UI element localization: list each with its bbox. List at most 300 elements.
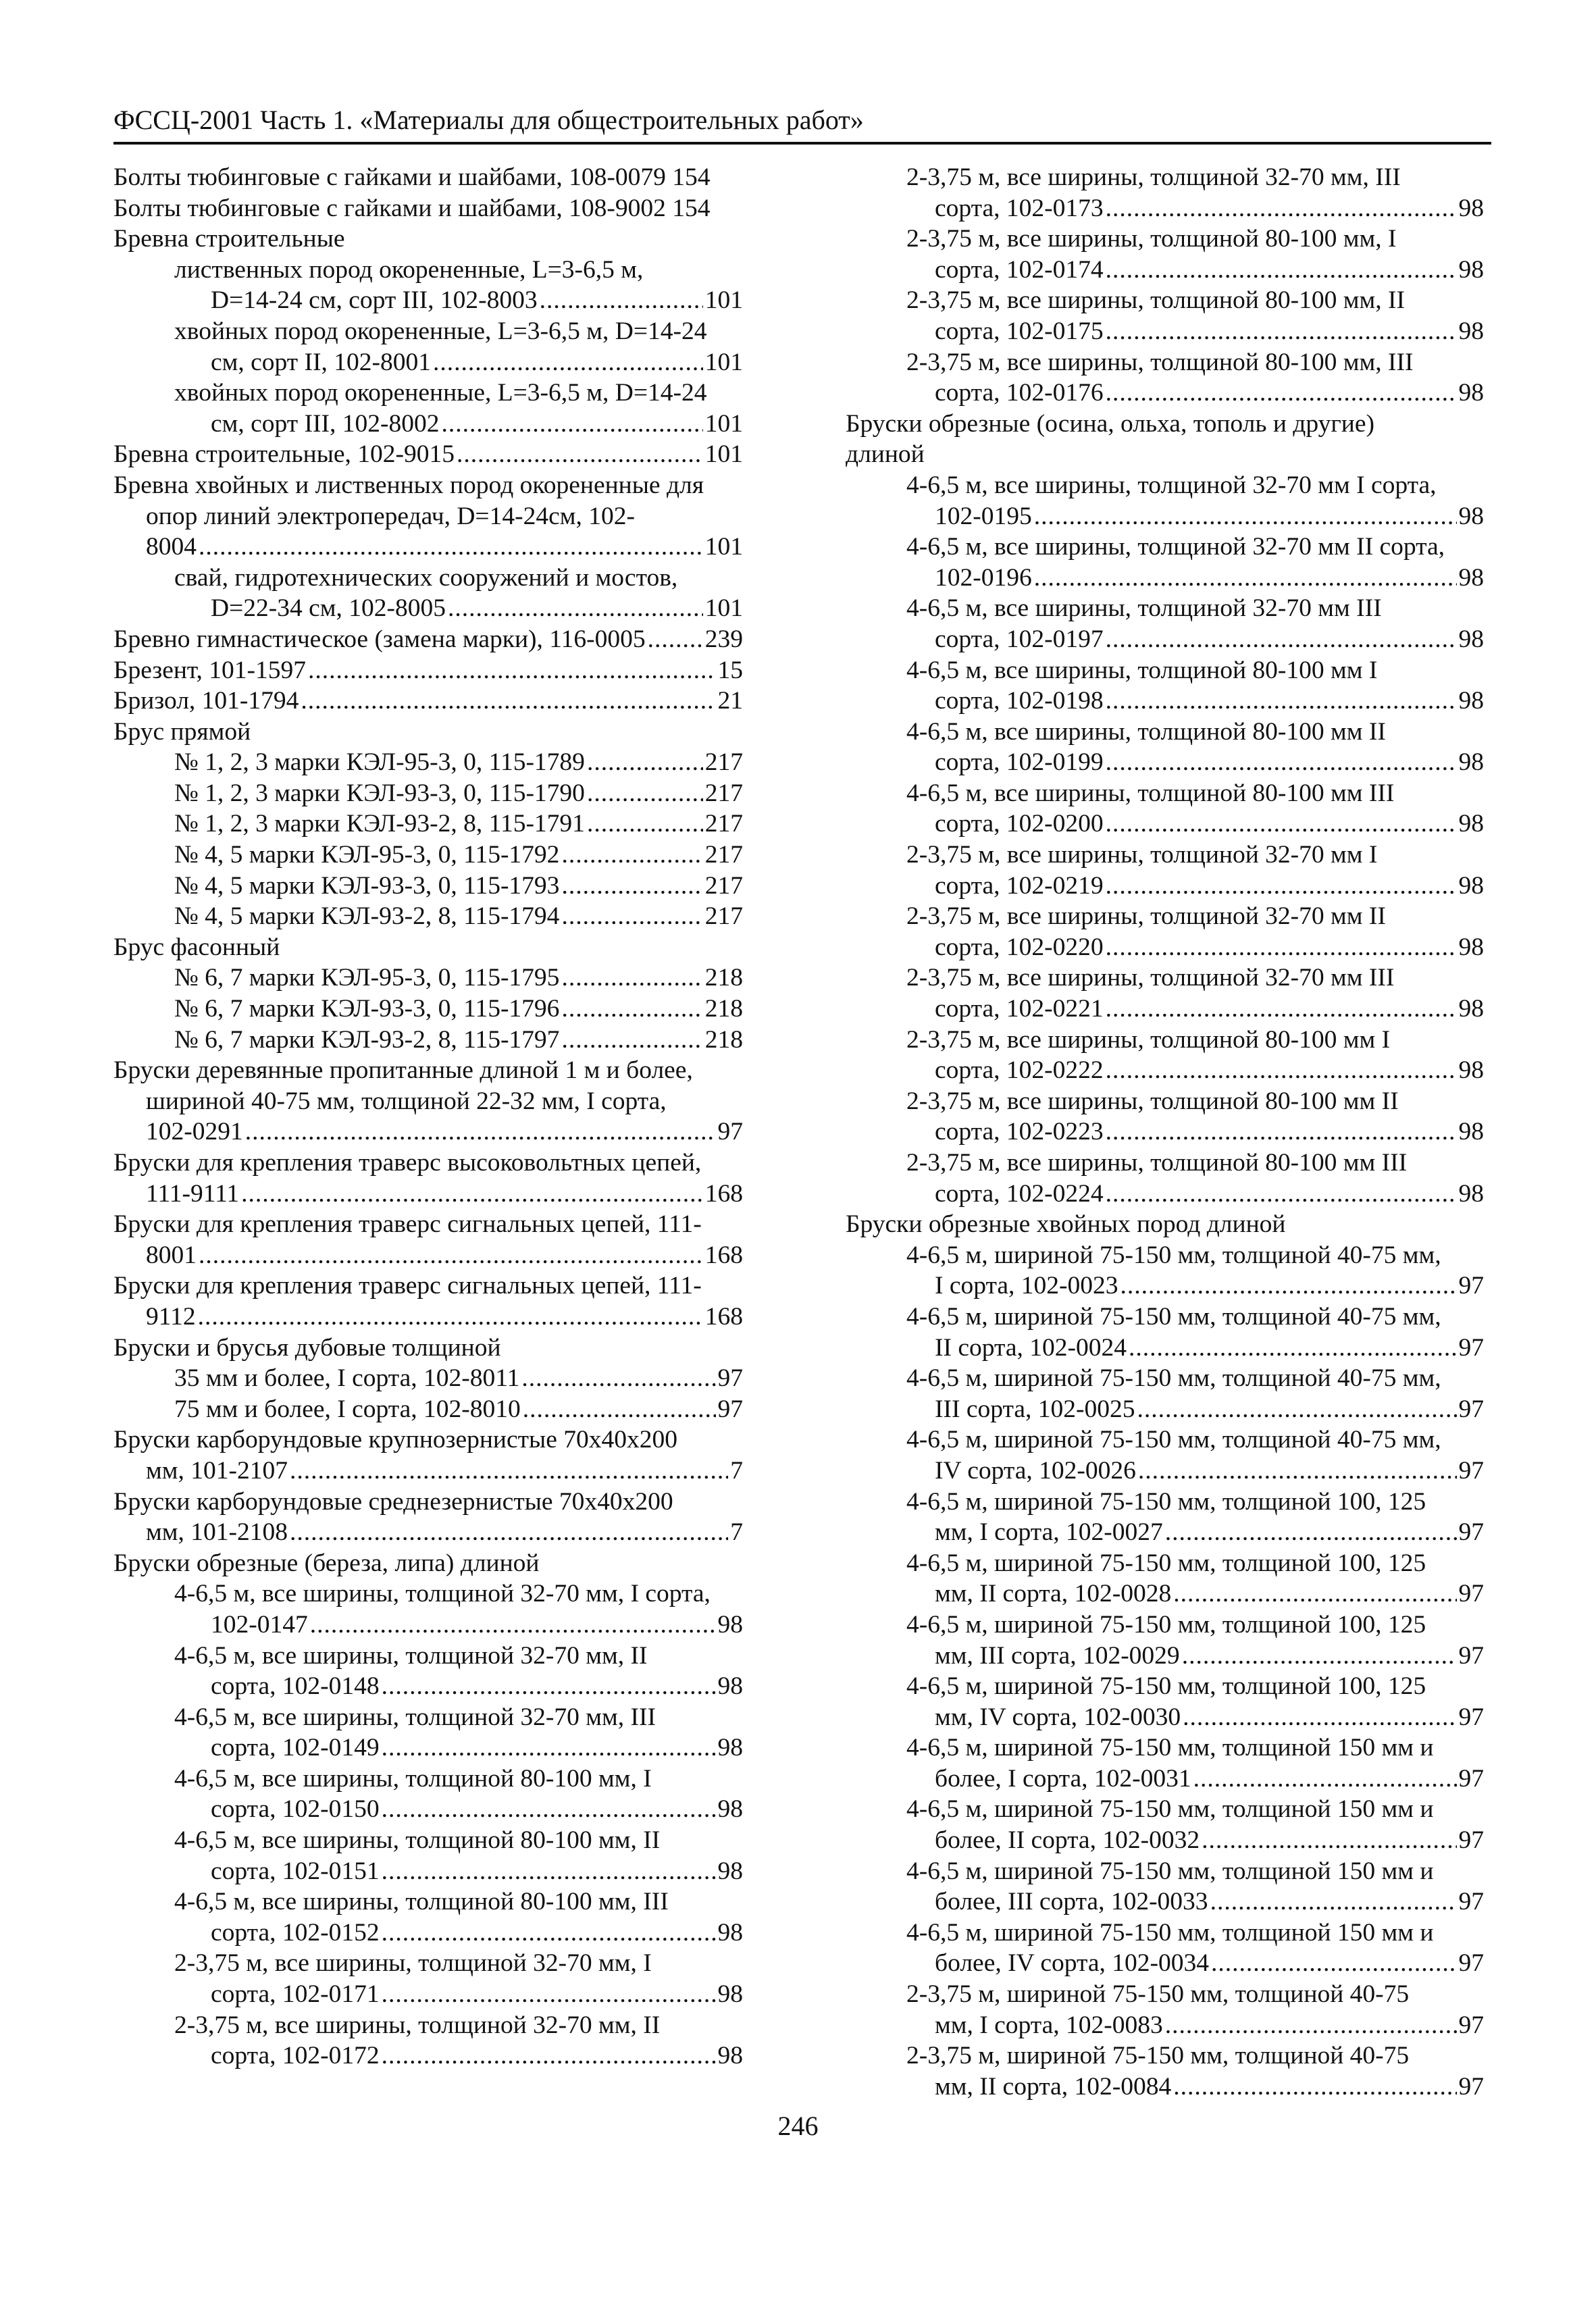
index-entry-line xyxy=(846,2040,1484,2072)
index-entry-line xyxy=(846,1424,1484,1456)
index-entry-line xyxy=(113,1641,743,1672)
index-entry-line xyxy=(113,501,743,532)
entry-text: длиной xyxy=(846,440,925,469)
page-reference: 98 xyxy=(717,1610,743,1639)
index-entry-line xyxy=(846,808,1484,840)
dot-leader xyxy=(199,532,703,563)
entry-text: Бревна хвойных и лиственных пород окорененные для xyxy=(113,471,704,499)
entry-text: 4-6,5 м, шириной 75-150 мм, толщиной 100, 125 xyxy=(906,1549,1426,1577)
entry-text: № 4, 5 марки КЭЛ-95-3, 0, 115-1792 xyxy=(174,841,560,869)
entry-text: сорта, 102-0224 xyxy=(935,1179,1104,1208)
entry-text: 2-3,75 м, все ширины, толщиной 32-70 мм, I xyxy=(174,1949,652,1978)
page-reference: 217 xyxy=(704,810,743,838)
page-reference: 101 xyxy=(704,533,743,561)
index-entry-line xyxy=(846,1363,1484,1394)
index-entry-line xyxy=(846,1240,1484,1271)
page-reference: 101 xyxy=(704,348,743,376)
entry-text: 2-3,75 м, шириной 75-150 мм, толщиной 40-75 xyxy=(906,1980,1410,2009)
page-reference: 98 xyxy=(1458,1179,1484,1208)
index-entry-line xyxy=(846,224,1484,255)
index-entry-line xyxy=(846,347,1484,378)
running-header: ФССЦ-2001 Часть 1. «Материалы для общестроительных работ» xyxy=(113,100,1491,145)
page-reference: 98 xyxy=(1458,748,1484,777)
entry-text: № 1, 2, 3 марки КЭЛ-93-3, 0, 115-1790 xyxy=(174,779,585,807)
entry-text: 2-3,75 м, все ширины, толщиной 80-100 мм I xyxy=(906,1025,1391,1054)
entry-text: сорта, 102-0222 xyxy=(935,1056,1104,1085)
entry-text: см, сорт III, 102-8002 xyxy=(211,409,440,438)
page-reference: 98 xyxy=(717,1857,743,1885)
entry-text: сорта, 102-0221 xyxy=(935,995,1104,1023)
entry-text: 4-6,5 м, шириной 75-150 мм, толщиной 150 мм и xyxy=(906,1734,1434,1762)
index-entry-line xyxy=(113,162,743,193)
dot-leader xyxy=(1106,1055,1457,1086)
page-reference: 97 xyxy=(717,1364,743,1393)
index-entry-line xyxy=(846,1548,1484,1579)
page-reference: 217 xyxy=(704,779,743,807)
index-entry-line xyxy=(113,1764,743,1795)
index-entry-line xyxy=(846,686,1484,717)
page-reference: 218 xyxy=(704,995,743,1023)
index-entry-line xyxy=(846,563,1484,594)
index-entry-line xyxy=(113,1363,743,1394)
dot-leader xyxy=(1034,563,1457,594)
entry-text: Бруски обрезные хвойных пород длиной xyxy=(846,1210,1286,1239)
index-entry-line xyxy=(846,871,1484,902)
index-column-left xyxy=(113,162,743,2072)
index-column-right xyxy=(846,162,1484,2102)
index-entry-line xyxy=(113,1825,743,1856)
entry-text: Бруски и брусья дубовые толщиной xyxy=(113,1333,501,1362)
index-entry-line xyxy=(113,686,743,717)
entry-text: сорта, 102-0151 xyxy=(211,1857,380,1885)
entry-text: сорта, 102-0171 xyxy=(211,1980,380,2009)
index-entry-line xyxy=(846,747,1484,778)
index-entry-line xyxy=(113,1148,743,1179)
dot-leader xyxy=(1034,501,1457,532)
dot-leader xyxy=(198,1302,703,1333)
page-reference: 98 xyxy=(1458,995,1484,1023)
index-entry-line xyxy=(846,1302,1484,1333)
index-entry-line xyxy=(113,1610,743,1641)
page-reference: 7 xyxy=(730,1518,743,1547)
entry-text: мм, 101-2108 xyxy=(146,1518,288,1547)
index-entry-line xyxy=(113,1979,743,2010)
entry-text: Болты тюбинговые с гайками и шайбами, 108-9002 154 xyxy=(113,194,711,222)
dot-leader xyxy=(521,1363,715,1394)
entry-text: 2-3,75 м, все ширины, толщиной 32-70 мм III xyxy=(906,964,1395,992)
page-reference: 218 xyxy=(704,964,743,992)
page-reference: 97 xyxy=(1458,2072,1484,2101)
dot-leader xyxy=(1165,1517,1457,1548)
entry-text: 4-6,5 м, все ширины, толщиной 80-100 мм I xyxy=(906,656,1378,684)
index-entry-line xyxy=(113,1548,743,1579)
entry-text: Бревно гимнастическое (замена марки), 116-0005 xyxy=(113,625,646,653)
entry-text: Бруски обрезные (осина, ольха, тополь и другие) xyxy=(846,409,1374,438)
index-entry-line xyxy=(846,1394,1484,1425)
index-entry-line xyxy=(113,1209,743,1240)
page-reference: 97 xyxy=(1458,1456,1484,1485)
entry-text: более, II сорта, 102-0032 xyxy=(935,1826,1200,1855)
index-entry-line xyxy=(846,1671,1484,1702)
page-reference: 98 xyxy=(717,1918,743,1947)
entry-text: 2-3,75 м, все ширины, толщиной 32-70 мм, III xyxy=(906,163,1401,191)
dot-leader xyxy=(540,285,703,316)
page-reference: 168 xyxy=(704,1302,743,1331)
entry-text: хвойных пород окорененные, L=3-6,5 м, D=14-24 xyxy=(174,379,707,407)
index-entry-line xyxy=(846,1764,1484,1795)
page-reference: 97 xyxy=(1458,1272,1484,1300)
page-reference: 98 xyxy=(717,1980,743,2009)
index-entry-line xyxy=(113,901,743,932)
page-reference: 97 xyxy=(1458,1826,1484,1855)
index-entry-line xyxy=(846,1979,1484,2010)
page-reference: 98 xyxy=(1458,933,1484,961)
index-entry-line xyxy=(113,2010,743,2041)
entry-text: сорта, 102-0148 xyxy=(211,1672,380,1701)
entry-text: 4-6,5 м, шириной 75-150 мм, толщиной 100, 125 xyxy=(906,1487,1426,1516)
dot-leader xyxy=(382,1671,716,1702)
entry-text: 8004 xyxy=(146,533,197,561)
entry-text: мм, I сорта, 102-0027 xyxy=(935,1518,1163,1547)
dot-leader xyxy=(433,347,703,378)
dot-leader xyxy=(561,840,702,871)
index-entry-line xyxy=(113,347,743,378)
page-reference: 97 xyxy=(1458,1333,1484,1362)
index-entry-line xyxy=(113,962,743,994)
index-entry-line xyxy=(113,1487,743,1518)
dot-leader xyxy=(1121,1270,1457,1302)
page-reference: 97 xyxy=(1458,1764,1484,1793)
entry-text: мм, IV сорта, 102-0030 xyxy=(935,1703,1181,1731)
entry-text: сорта, 102-0176 xyxy=(935,379,1104,407)
index-entry-line xyxy=(846,624,1484,655)
entry-text: сорта, 102-0149 xyxy=(211,1734,380,1762)
page-reference: 97 xyxy=(1458,2011,1484,2039)
index-entry-line xyxy=(113,470,743,501)
entry-text: Брус прямой xyxy=(113,717,251,746)
entry-text: 102-0196 xyxy=(935,563,1032,592)
page-reference: 98 xyxy=(1458,379,1484,407)
entry-text: сорта, 102-0174 xyxy=(935,255,1104,284)
entry-text: 9112 xyxy=(146,1302,196,1331)
entry-text: № 1, 2, 3 марки КЭЛ-95-3, 0, 115-1789 xyxy=(174,748,585,777)
index-entry-line xyxy=(846,2010,1484,2041)
page-reference: 98 xyxy=(1458,255,1484,284)
page-reference: 101 xyxy=(704,440,743,469)
entry-text: лиственных пород окорененные, L=3-6,5 м, xyxy=(174,255,644,284)
dot-leader xyxy=(1106,871,1457,902)
page-reference: 97 xyxy=(717,1395,743,1423)
page-reference: 97 xyxy=(1458,1580,1484,1608)
entry-text: 4-6,5 м, шириной 75-150 мм, толщиной 150 мм и xyxy=(906,1795,1434,1824)
index-entry-line xyxy=(113,1886,743,1918)
index-entry-line xyxy=(846,1702,1484,1733)
dot-leader xyxy=(310,1610,716,1641)
dot-leader xyxy=(382,1918,716,1949)
dot-leader xyxy=(245,1116,716,1148)
entry-text: II сорта, 102-0024 xyxy=(935,1333,1127,1362)
entry-text: более, IV сорта, 102-0034 xyxy=(935,1949,1209,1978)
dot-leader xyxy=(448,593,703,624)
dot-leader xyxy=(1106,994,1457,1025)
entry-text: III сорта, 102-0025 xyxy=(935,1395,1135,1423)
index-entry-line xyxy=(846,717,1484,748)
entry-text: 102-0291 xyxy=(146,1118,243,1146)
dot-leader xyxy=(1106,316,1457,347)
page-reference: 98 xyxy=(717,1734,743,1762)
dot-leader xyxy=(561,901,702,932)
entry-text: № 4, 5 марки КЭЛ-93-2, 8, 115-1794 xyxy=(174,902,560,931)
index-entry-line xyxy=(113,1702,743,1733)
index-entry-line xyxy=(846,532,1484,563)
entry-text: 4-6,5 м, все ширины, толщиной 32-70 мм, III xyxy=(174,1703,656,1731)
page-number: 246 xyxy=(777,2111,819,2141)
entry-text: мм, I сорта, 102-0083 xyxy=(935,2011,1163,2039)
index-entry-line xyxy=(846,1948,1484,1979)
page-reference: 218 xyxy=(704,1025,743,1054)
index-entry-line xyxy=(846,1641,1484,1672)
dot-leader xyxy=(1129,1333,1457,1364)
dot-leader xyxy=(1106,193,1457,224)
index-entry-line xyxy=(113,1456,743,1487)
index-entry-line xyxy=(113,1055,743,1086)
index-entry-line xyxy=(113,1270,743,1302)
dot-leader xyxy=(1106,378,1457,409)
entry-text: сорта, 102-0197 xyxy=(935,625,1104,653)
entry-text: 4-6,5 м, шириной 75-150 мм, толщиной 150 мм и xyxy=(906,1857,1434,1885)
entry-text: мм, II сорта, 102-0028 xyxy=(935,1580,1172,1608)
page-reference: 168 xyxy=(704,1241,743,1269)
entry-text: 4-6,5 м, шириной 75-150 мм, толщиной 40-75 мм, xyxy=(906,1241,1441,1269)
index-entry-line xyxy=(846,932,1484,963)
dot-leader xyxy=(561,1025,702,1056)
entry-text: 4-6,5 м, все ширины, толщиной 32-70 мм I сорта, xyxy=(906,471,1437,499)
page-reference: 98 xyxy=(1458,871,1484,900)
page-reference: 217 xyxy=(704,871,743,900)
index-entry-line xyxy=(113,747,743,778)
index-entry-line xyxy=(113,808,743,840)
page-reference: 98 xyxy=(1458,625,1484,653)
dot-leader xyxy=(1165,2010,1457,2041)
entry-text: Бревна строительные, 102-9015 xyxy=(113,440,455,469)
entry-text: I сорта, 102-0023 xyxy=(935,1272,1118,1300)
page-reference: 98 xyxy=(717,2042,743,2070)
page-reference: 97 xyxy=(1458,1888,1484,1916)
dot-leader xyxy=(301,686,715,717)
dot-leader xyxy=(199,1240,703,1271)
page-reference: 217 xyxy=(704,748,743,777)
dot-leader xyxy=(241,1179,703,1210)
index-entry-line xyxy=(113,1116,743,1148)
page-reference: 98 xyxy=(717,1795,743,1824)
page-reference: 15 xyxy=(717,656,743,684)
index-entry-line xyxy=(846,840,1484,871)
entry-text: Бруски карборундовые среднезернистые 70х40х200 xyxy=(113,1487,673,1516)
index-entry-line xyxy=(846,1517,1484,1548)
entry-text: 2-3,75 м, все ширины, толщиной 80-100 мм III xyxy=(906,1149,1408,1177)
index-entry-line xyxy=(113,1333,743,1364)
index-entry-line xyxy=(846,1179,1484,1210)
dot-leader xyxy=(442,409,703,440)
page-reference: 168 xyxy=(704,1179,743,1208)
index-entry-line xyxy=(113,778,743,809)
index-entry-line xyxy=(846,1794,1484,1825)
entry-text: сорта, 102-0200 xyxy=(935,810,1104,838)
index-entry-line xyxy=(846,378,1484,409)
dot-leader xyxy=(290,1456,728,1487)
index-entry-line xyxy=(113,1732,743,1764)
index-entry-line xyxy=(113,1240,743,1271)
dot-leader xyxy=(523,1394,716,1425)
page-reference: 101 xyxy=(704,286,743,315)
entry-text: Брезент, 101-1597 xyxy=(113,656,306,684)
entry-text: Бризол, 101-1794 xyxy=(113,687,299,715)
index-entry-line xyxy=(846,193,1484,224)
page-reference: 97 xyxy=(1458,1949,1484,1978)
dot-leader xyxy=(587,808,703,840)
entry-text: 2-3,75 м, все ширины, толщиной 32-70 мм, II xyxy=(174,2011,661,2039)
index-entry-line xyxy=(846,501,1484,532)
entry-text: мм, 101-2107 xyxy=(146,1456,288,1485)
entry-text: Бруски деревянные пропитанные длиной 1 м и более, xyxy=(113,1056,693,1085)
entry-text: сорта, 102-0220 xyxy=(935,933,1104,961)
index-entry-line xyxy=(113,1671,743,1702)
entry-text: 4-6,5 м, шириной 75-150 мм, толщиной 40-75 мм, xyxy=(906,1364,1441,1393)
page-reference: 217 xyxy=(704,841,743,869)
index-entry-line xyxy=(846,255,1484,286)
dot-leader xyxy=(1106,1116,1457,1148)
index-entry-line xyxy=(113,1424,743,1456)
entry-text: Болты тюбинговые с гайками и шайбами, 108-0079 154 xyxy=(113,163,711,191)
page-reference: 97 xyxy=(717,1118,743,1146)
dot-leader xyxy=(1202,1825,1456,1856)
dot-leader xyxy=(561,871,702,902)
dot-leader xyxy=(382,1732,716,1764)
page-reference: 101 xyxy=(704,594,743,623)
entry-text: сорта, 102-0152 xyxy=(211,1918,380,1947)
index-entry-line xyxy=(113,1856,743,1887)
entry-text: сорта, 102-0198 xyxy=(935,687,1104,715)
dot-leader xyxy=(1183,1702,1456,1733)
entry-text: 4-6,5 м, шириной 75-150 мм, толщиной 40-75 мм, xyxy=(906,1302,1441,1331)
dot-leader xyxy=(308,655,716,686)
page-reference: 98 xyxy=(1458,1118,1484,1146)
index-entry-line xyxy=(113,1517,743,1548)
entry-text: 2-3,75 м, шириной 75-150 мм, толщиной 40-75 xyxy=(906,2042,1410,2070)
index-entry-line xyxy=(113,439,743,470)
entry-text: сорта, 102-0219 xyxy=(935,871,1104,900)
entry-text: 111-9111 xyxy=(146,1179,240,1208)
entry-text: 2-3,75 м, все ширины, толщиной 80-100 мм, II xyxy=(906,286,1405,315)
entry-text: 8001 xyxy=(146,1241,197,1269)
index-entry-line xyxy=(846,1487,1484,1518)
page-reference: 98 xyxy=(1458,563,1484,592)
index-entry-line xyxy=(846,1333,1484,1364)
index-entry-line xyxy=(846,994,1484,1025)
index-entry-line xyxy=(846,409,1484,440)
index-entry-line xyxy=(113,378,743,409)
entry-text: 4-6,5 м, все ширины, толщиной 80-100 мм, I xyxy=(174,1764,652,1793)
entry-text: сорта, 102-0173 xyxy=(935,194,1104,222)
index-entry-line xyxy=(113,624,743,655)
dot-leader xyxy=(290,1517,728,1548)
index-entry-line xyxy=(846,2072,1484,2103)
index-entry-line xyxy=(113,1086,743,1117)
index-entry-line xyxy=(846,1025,1484,1056)
page-reference: 101 xyxy=(704,409,743,438)
entry-text: 2-3,75 м, все ширины, толщиной 80-100 мм, I xyxy=(906,225,1397,253)
dot-leader xyxy=(587,747,703,778)
index-entry-line xyxy=(113,255,743,286)
entry-text: № 6, 7 марки КЭЛ-93-2, 8, 115-1797 xyxy=(174,1025,560,1054)
index-entry-line xyxy=(846,1086,1484,1117)
entry-text: 4-6,5 м, все ширины, толщиной 80-100 мм III xyxy=(906,779,1395,807)
dot-leader xyxy=(1211,1948,1457,1979)
index-entry-line xyxy=(846,1886,1484,1918)
dot-leader xyxy=(1106,686,1457,717)
dot-leader xyxy=(1106,255,1457,286)
dot-leader xyxy=(1138,1456,1457,1487)
entry-text: см, сорт II, 102-8001 xyxy=(211,348,432,376)
index-entry-line xyxy=(846,1148,1484,1179)
page-reference: 98 xyxy=(1458,1056,1484,1085)
dot-leader xyxy=(648,624,703,655)
entry-text: сорта, 102-0199 xyxy=(935,748,1104,777)
dot-leader xyxy=(457,439,703,470)
index-entry-line xyxy=(113,1578,743,1610)
dot-leader xyxy=(1106,1179,1457,1210)
entry-text: 4-6,5 м, все ширины, толщиной 32-70 мм, I сорта, xyxy=(174,1580,711,1608)
dot-leader xyxy=(587,778,703,809)
index-entry-line xyxy=(113,717,743,748)
dot-leader xyxy=(1210,1886,1457,1918)
entry-text: Бруски обрезные (береза, липа) длиной xyxy=(113,1549,540,1577)
dot-leader xyxy=(1106,624,1457,655)
index-entry-line xyxy=(846,655,1484,686)
dot-leader xyxy=(1173,1578,1456,1610)
index-entry-line xyxy=(113,224,743,255)
index-entry-line xyxy=(113,932,743,963)
index-entry-line xyxy=(113,1025,743,1056)
index-entry-line xyxy=(846,593,1484,624)
entry-text: Бревна строительные xyxy=(113,225,345,253)
entry-text: D=14-24 см, сорт III, 102-8003 xyxy=(211,286,538,315)
entry-text: 102-0195 xyxy=(935,502,1032,530)
dot-leader xyxy=(1193,1764,1457,1795)
dot-leader xyxy=(1137,1394,1456,1425)
index-entry-line xyxy=(846,1270,1484,1302)
index-entry-line xyxy=(846,1209,1484,1240)
page-reference: 97 xyxy=(1458,1395,1484,1423)
dot-leader xyxy=(1106,808,1457,840)
index-entry-line xyxy=(113,1794,743,1825)
index-entry-line xyxy=(846,316,1484,347)
entry-text: 2-3,75 м, все ширины, толщиной 32-70 мм I xyxy=(906,841,1378,869)
index-entry-line xyxy=(113,871,743,902)
page-reference: 21 xyxy=(717,687,743,715)
index-entry-line xyxy=(113,316,743,347)
index-entry-line xyxy=(846,470,1484,501)
index-entry-line xyxy=(113,1918,743,1949)
dot-leader xyxy=(382,1794,716,1825)
entry-text: 4-6,5 м, все ширины, толщиной 80-100 мм, III xyxy=(174,1888,669,1916)
entry-text: № 4, 5 марки КЭЛ-93-3, 0, 115-1793 xyxy=(174,871,560,900)
entry-text: сорта, 102-0150 xyxy=(211,1795,380,1824)
index-entry-line xyxy=(113,563,743,594)
index-entry-line xyxy=(113,532,743,563)
page-reference: 217 xyxy=(704,902,743,931)
entry-text: Бруски карборундовые крупнозернистые 70х40х200 xyxy=(113,1426,677,1454)
